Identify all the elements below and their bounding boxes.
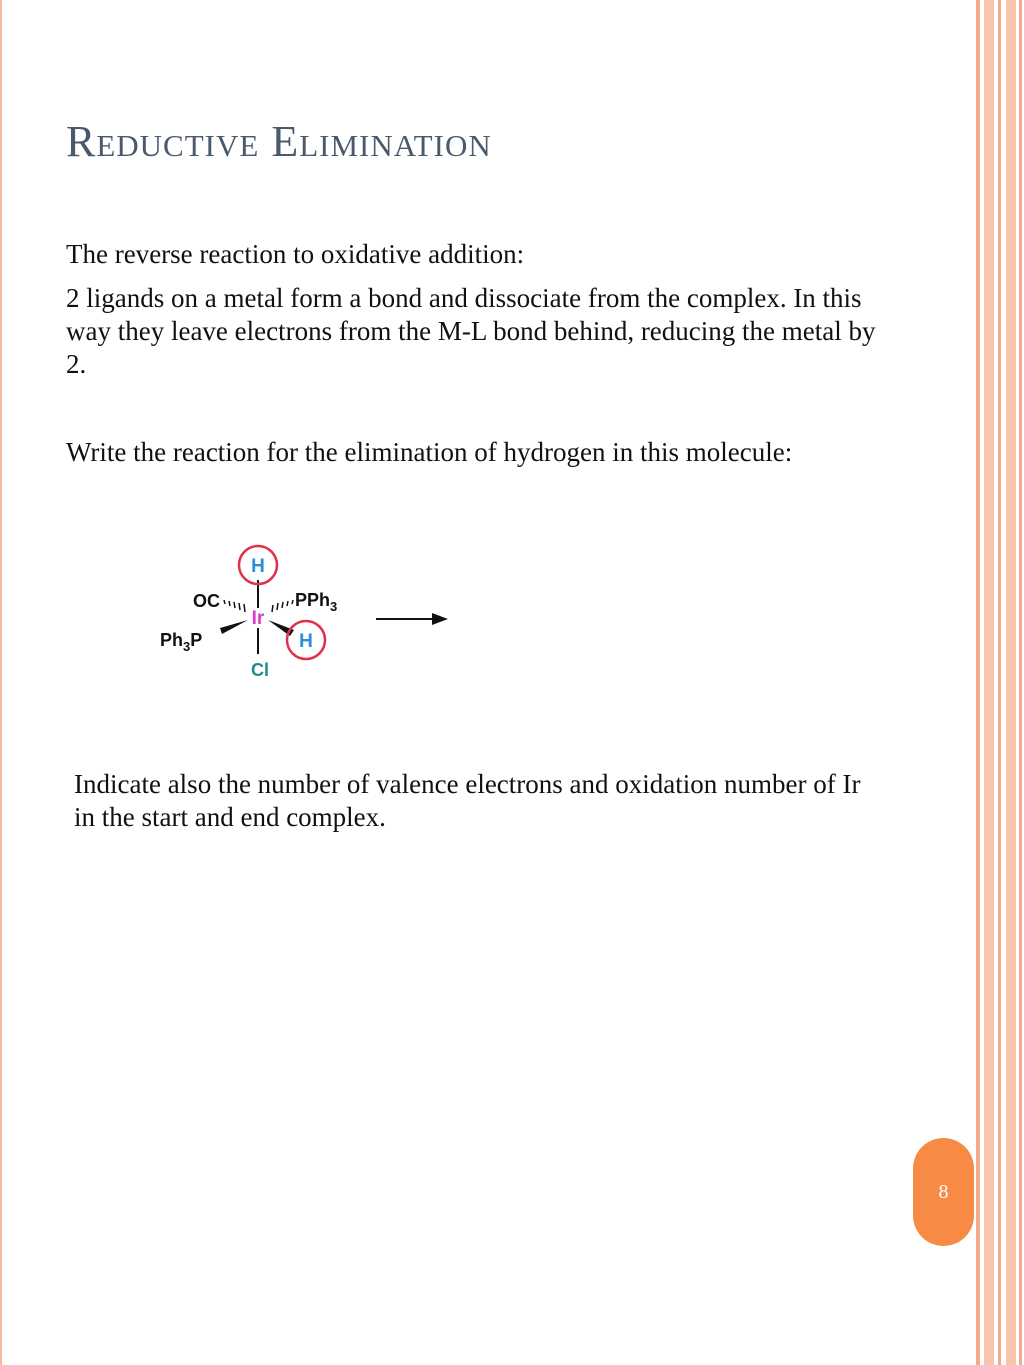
paragraph-definition: 2 ligands on a metal form a bond and dissociate from the complex. In this way they leave electrons from the M-L bond behind, reducing the metal by 2. bbox=[66, 283, 876, 379]
wedge-bond-left bbox=[220, 620, 248, 634]
hashed-bond-left bbox=[224, 600, 245, 612]
carbonyl-ligand-label: OC bbox=[193, 591, 220, 611]
hydride-right-label: H bbox=[299, 631, 313, 652]
stripe bbox=[1006, 0, 1016, 1365]
stripe bbox=[998, 0, 1001, 1365]
hashed-bond-right bbox=[272, 600, 293, 612]
page-number-badge: 8 bbox=[913, 1138, 974, 1246]
reaction-arrow-head bbox=[432, 613, 448, 625]
paragraph-intro: The reverse reaction to oxidative addition: bbox=[66, 239, 525, 269]
paragraph-question: Indicate also the number of valence electrons and oxidation number of Ir in the start and end complex. bbox=[74, 769, 861, 832]
iridium-complex-diagram bbox=[150, 540, 470, 690]
paragraph-task: Write the reaction for the elimination of hydrogen in this molecule: bbox=[66, 437, 793, 467]
triphenylphosphine-lower-label: $Ph_3P$ bbox=[160, 630, 203, 654]
page-title: Reductive Elimination bbox=[66, 117, 492, 166]
hydride-top-label: H bbox=[251, 556, 265, 577]
decorative-stripes bbox=[974, 0, 1024, 1365]
stripe bbox=[1019, 0, 1022, 1365]
slide-border-left bbox=[0, 0, 2, 1365]
iridium-label: Ir bbox=[251, 608, 265, 629]
stripe bbox=[976, 0, 980, 1365]
stripe bbox=[984, 0, 994, 1365]
chloride-label: Cl bbox=[251, 660, 269, 680]
triphenylphosphine-upper-label: PPh$_3$ bbox=[295, 590, 338, 614]
